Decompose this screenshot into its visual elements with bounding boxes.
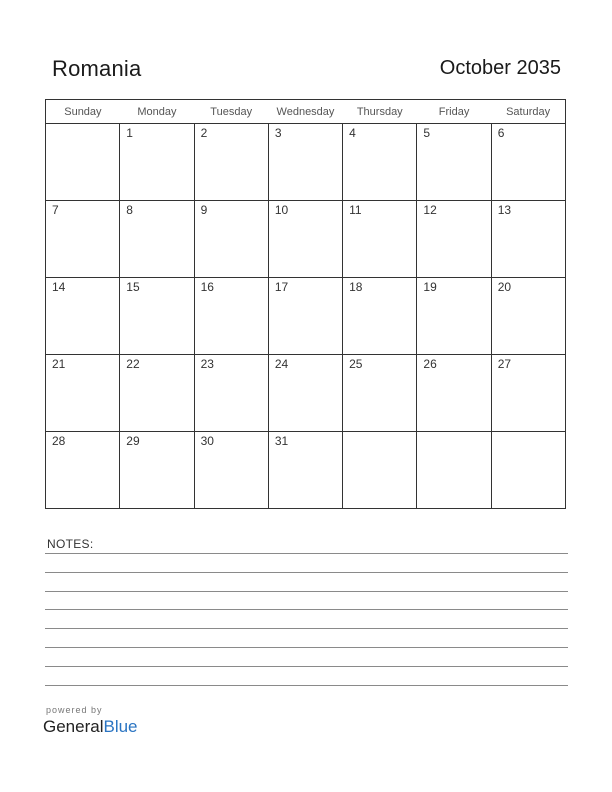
day-cell xyxy=(268,201,342,278)
day-number: 7 xyxy=(52,203,59,217)
day-number xyxy=(46,124,119,140)
day-number: 3 xyxy=(274,126,282,140)
day-number: 23 xyxy=(200,357,214,371)
calendar-country: Romania xyxy=(52,56,142,81)
day-cell xyxy=(343,355,417,432)
note-line xyxy=(45,609,568,610)
day-number xyxy=(492,432,565,448)
day-cell xyxy=(46,278,120,355)
day-number xyxy=(343,432,416,448)
day-cell xyxy=(268,355,342,432)
weekday-thursday: Thursday xyxy=(343,100,417,124)
calendar-month-year: October 2035 xyxy=(439,57,561,79)
day-cell xyxy=(343,278,417,355)
note-line xyxy=(45,553,568,554)
day-cell xyxy=(417,278,491,355)
brand-blue: Blue xyxy=(103,717,138,736)
week-row xyxy=(46,201,566,278)
day-cell xyxy=(417,201,491,278)
day-cell xyxy=(46,432,120,509)
day-cell xyxy=(417,355,491,432)
day-number xyxy=(417,432,490,448)
day-number: 2 xyxy=(200,126,208,140)
day-cell xyxy=(46,201,120,278)
notes-label: NOTES: xyxy=(47,537,94,551)
week-row xyxy=(46,278,566,355)
powered-by-text: powered by xyxy=(46,705,103,715)
day-number: 30 xyxy=(200,434,214,448)
day-cell xyxy=(491,201,565,278)
day-number: 26 xyxy=(423,357,437,371)
day-cell xyxy=(120,432,194,509)
weekday-saturday: Saturday xyxy=(491,100,565,124)
day-cell xyxy=(120,124,194,201)
day-number: 20 xyxy=(497,280,512,294)
day-cell xyxy=(120,201,194,278)
week-row xyxy=(46,124,566,201)
day-cell xyxy=(417,124,491,201)
note-line xyxy=(45,572,568,573)
day-number: 27 xyxy=(497,357,512,371)
day-cell xyxy=(120,278,194,355)
day-number: 14 xyxy=(52,280,66,294)
day-cell xyxy=(194,355,268,432)
day-number: 21 xyxy=(52,357,66,371)
day-number: 1 xyxy=(126,126,133,140)
day-cell xyxy=(120,355,194,432)
note-line xyxy=(45,647,568,648)
day-cell xyxy=(491,278,565,355)
day-cell xyxy=(491,432,565,509)
note-line xyxy=(45,685,568,686)
note-line xyxy=(45,628,568,629)
day-cell xyxy=(46,124,120,201)
weekday-header-row xyxy=(46,100,566,124)
day-cell xyxy=(268,278,342,355)
day-number: 8 xyxy=(126,203,133,217)
day-number: 19 xyxy=(423,280,437,294)
day-cell xyxy=(491,355,565,432)
day-number: 4 xyxy=(349,126,356,140)
generalblue-logo xyxy=(43,717,138,737)
day-cell xyxy=(194,432,268,509)
day-cell xyxy=(194,201,268,278)
day-number: 15 xyxy=(126,280,140,294)
day-number: 12 xyxy=(423,203,437,217)
day-cell xyxy=(194,278,268,355)
note-line xyxy=(45,666,568,667)
day-cell xyxy=(417,432,491,509)
calendar-grid xyxy=(45,99,566,509)
week-row xyxy=(46,355,566,432)
day-number: 18 xyxy=(349,280,363,294)
weekday-wednesday: Wednesday xyxy=(268,100,342,124)
day-cell xyxy=(194,124,268,201)
day-number: 10 xyxy=(274,203,289,217)
day-number: 16 xyxy=(200,280,214,294)
weekday-sunday: Sunday xyxy=(46,100,120,124)
day-cell xyxy=(343,124,417,201)
weekday-monday: Monday xyxy=(120,100,194,124)
day-number: 5 xyxy=(423,126,431,140)
day-number: 9 xyxy=(200,203,208,217)
day-number: 11 xyxy=(349,203,362,217)
day-number: 22 xyxy=(126,357,140,371)
day-cell xyxy=(343,201,417,278)
day-number: 31 xyxy=(274,434,289,448)
day-number: 24 xyxy=(274,357,289,371)
week-row xyxy=(46,432,566,509)
day-number: 13 xyxy=(497,203,512,217)
brand-general: General xyxy=(43,717,104,736)
weekday-tuesday: Tuesday xyxy=(194,100,268,124)
day-number: 28 xyxy=(52,434,66,448)
day-cell xyxy=(268,432,342,509)
day-number: 25 xyxy=(349,357,363,371)
day-number: 17 xyxy=(274,280,289,294)
day-number: 6 xyxy=(497,126,505,140)
weekday-friday: Friday xyxy=(417,100,491,124)
day-cell xyxy=(268,124,342,201)
note-line xyxy=(45,591,568,592)
day-cell xyxy=(343,432,417,509)
day-cell xyxy=(491,124,565,201)
day-number: 29 xyxy=(126,434,140,448)
day-cell xyxy=(46,355,120,432)
